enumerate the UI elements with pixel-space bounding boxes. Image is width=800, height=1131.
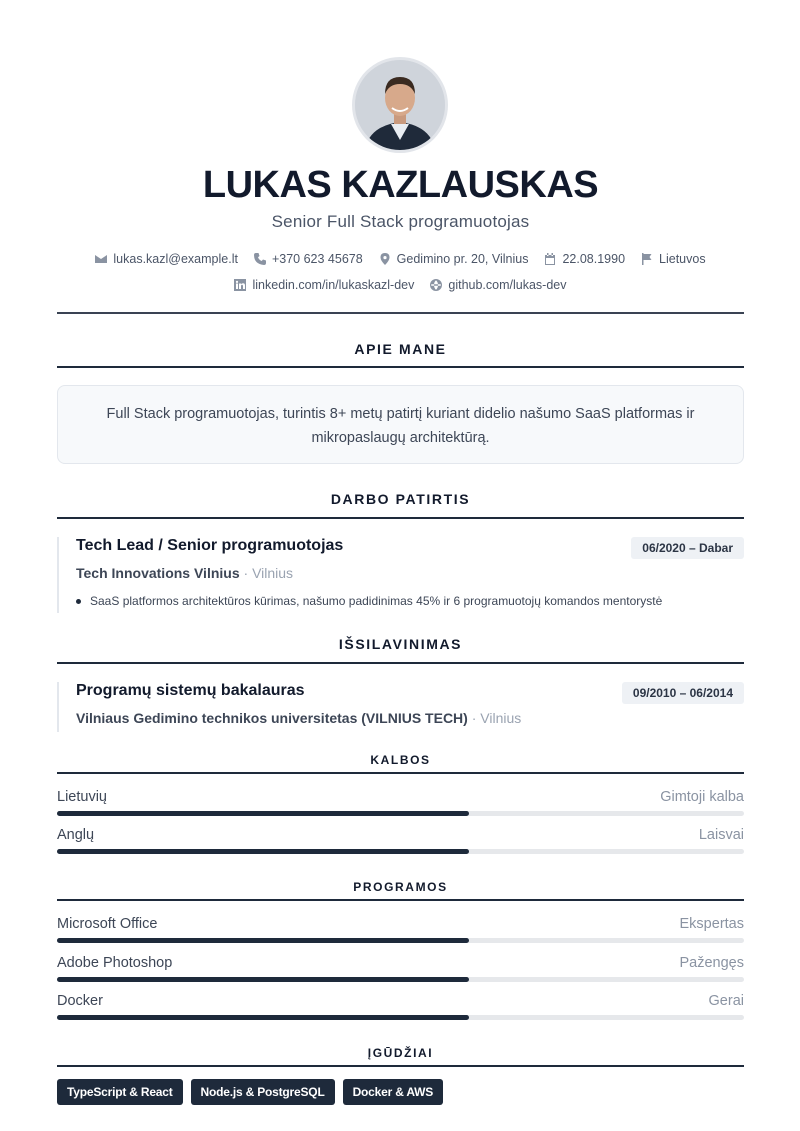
achievement-item xyxy=(76,594,662,608)
language-row xyxy=(57,789,744,819)
bullet-icon xyxy=(76,599,81,604)
level-bar xyxy=(57,849,744,854)
software-name: Docker xyxy=(57,993,103,1009)
section-title-software: PROGRAMOS xyxy=(353,880,448,894)
software-name: Microsoft Office xyxy=(57,916,158,932)
level-bar xyxy=(57,977,744,982)
resume-page xyxy=(57,0,744,1131)
software-level: Ekspertas xyxy=(679,916,744,932)
section-title-education: IŠSILAVINIMAS xyxy=(338,636,463,652)
language-name: Lietuvių xyxy=(57,789,107,805)
software-row xyxy=(57,955,744,985)
date-badge: 06/2020 – Dabar xyxy=(631,537,744,559)
software-level: Pažengęs xyxy=(679,955,744,971)
github-text: github.com/lukas-dev xyxy=(448,278,567,292)
company-line xyxy=(76,565,293,581)
section-divider xyxy=(57,366,744,368)
skill-tag: TypeScript & React xyxy=(57,1079,183,1105)
date-badge: 09/2010 – 06/2014 xyxy=(622,682,744,704)
phone-icon xyxy=(254,253,266,265)
calendar-icon xyxy=(544,253,556,265)
job-title: Senior Full Stack programuotojas xyxy=(271,212,530,231)
email-text: lukas.kazl@example.lt xyxy=(113,252,238,266)
map-pin-icon xyxy=(379,253,391,265)
header-divider xyxy=(57,312,744,314)
birthdate-text: 22.08.1990 xyxy=(562,252,626,266)
level-bar-fill xyxy=(57,977,469,982)
level-bar xyxy=(57,938,744,943)
section-title-about: APIE MANE xyxy=(354,341,447,357)
language-row xyxy=(57,827,744,857)
contact-info xyxy=(57,247,744,299)
contact-linkedin[interactable] xyxy=(234,273,414,297)
language-name: Anglų xyxy=(57,827,95,843)
contact-address xyxy=(379,247,529,271)
section-title-experience: DARBO PATIRTIS xyxy=(330,491,471,507)
experience-entry xyxy=(57,537,744,613)
avatar-frame xyxy=(352,57,448,153)
school-location: · Vilnius xyxy=(471,710,522,726)
contact-nationality xyxy=(641,247,706,271)
linkedin-text: linkedin.com/in/lukaskazl-dev xyxy=(252,278,415,292)
school-name: Vilniaus Gedimino technikos universitetas (VILNIUS TECH) xyxy=(76,710,468,726)
level-bar xyxy=(57,811,744,816)
level-bar-fill xyxy=(57,811,469,816)
language-level: Laisvai xyxy=(698,827,744,843)
software-name: Adobe Photoshop xyxy=(57,955,173,971)
level-bar-fill xyxy=(57,849,469,854)
level-bar xyxy=(57,1015,744,1020)
section-divider xyxy=(57,772,744,774)
section-divider xyxy=(57,899,744,901)
software-row xyxy=(57,993,744,1023)
contact-email[interactable] xyxy=(95,247,238,271)
contact-github[interactable] xyxy=(430,273,566,297)
level-bar-fill xyxy=(57,938,469,943)
company-location: · Vilnius xyxy=(243,565,294,581)
section-divider xyxy=(57,662,744,664)
software-level: Gerai xyxy=(708,993,744,1009)
school-line xyxy=(76,710,521,726)
skill-tag: Node.js & PostgreSQL xyxy=(191,1079,335,1105)
achievement-text: SaaS platformos architektūros kūrimas, našumo padidinimas 45% ir 6 programuotojų komandos mentorystė xyxy=(90,594,663,608)
level-bar-fill xyxy=(57,1015,469,1020)
degree-title: Programų sistemų bakalauras xyxy=(76,682,305,699)
linkedin-icon xyxy=(234,279,246,291)
skill-tag: Docker & AWS xyxy=(343,1079,444,1105)
envelope-icon xyxy=(95,253,107,265)
section-title-skills: ĮGŪDŽIAI xyxy=(367,1046,434,1060)
section-title-languages: KALBOS xyxy=(370,753,431,767)
avatar xyxy=(355,60,445,150)
position-title: Tech Lead / Senior programuotojas xyxy=(76,537,344,554)
company-name: Tech Innovations Vilnius xyxy=(76,565,240,581)
software-row xyxy=(57,916,744,946)
section-divider xyxy=(57,517,744,519)
person-name: LUKAS KAZLAUSKAS xyxy=(202,164,599,206)
nationality-text: Lietuvos xyxy=(659,252,706,266)
address-text: Gedimino pr. 20, Vilnius xyxy=(396,252,529,266)
flag-icon xyxy=(641,253,653,265)
contact-birthdate xyxy=(544,247,625,271)
globe-icon xyxy=(430,279,442,291)
education-entry xyxy=(57,682,744,732)
about-summary: Full Stack programuotojas, turintis 8+ metų patirtį kuriant didelio našumo SaaS platformas ir mikropaslaugų architektūrą. xyxy=(57,385,744,464)
skill-tags xyxy=(57,1079,451,1105)
language-level: Gimtoji kalba xyxy=(660,789,744,805)
phone-text: +370 623 45678 xyxy=(271,252,363,266)
contact-phone[interactable] xyxy=(254,247,363,271)
section-divider xyxy=(57,1065,744,1067)
